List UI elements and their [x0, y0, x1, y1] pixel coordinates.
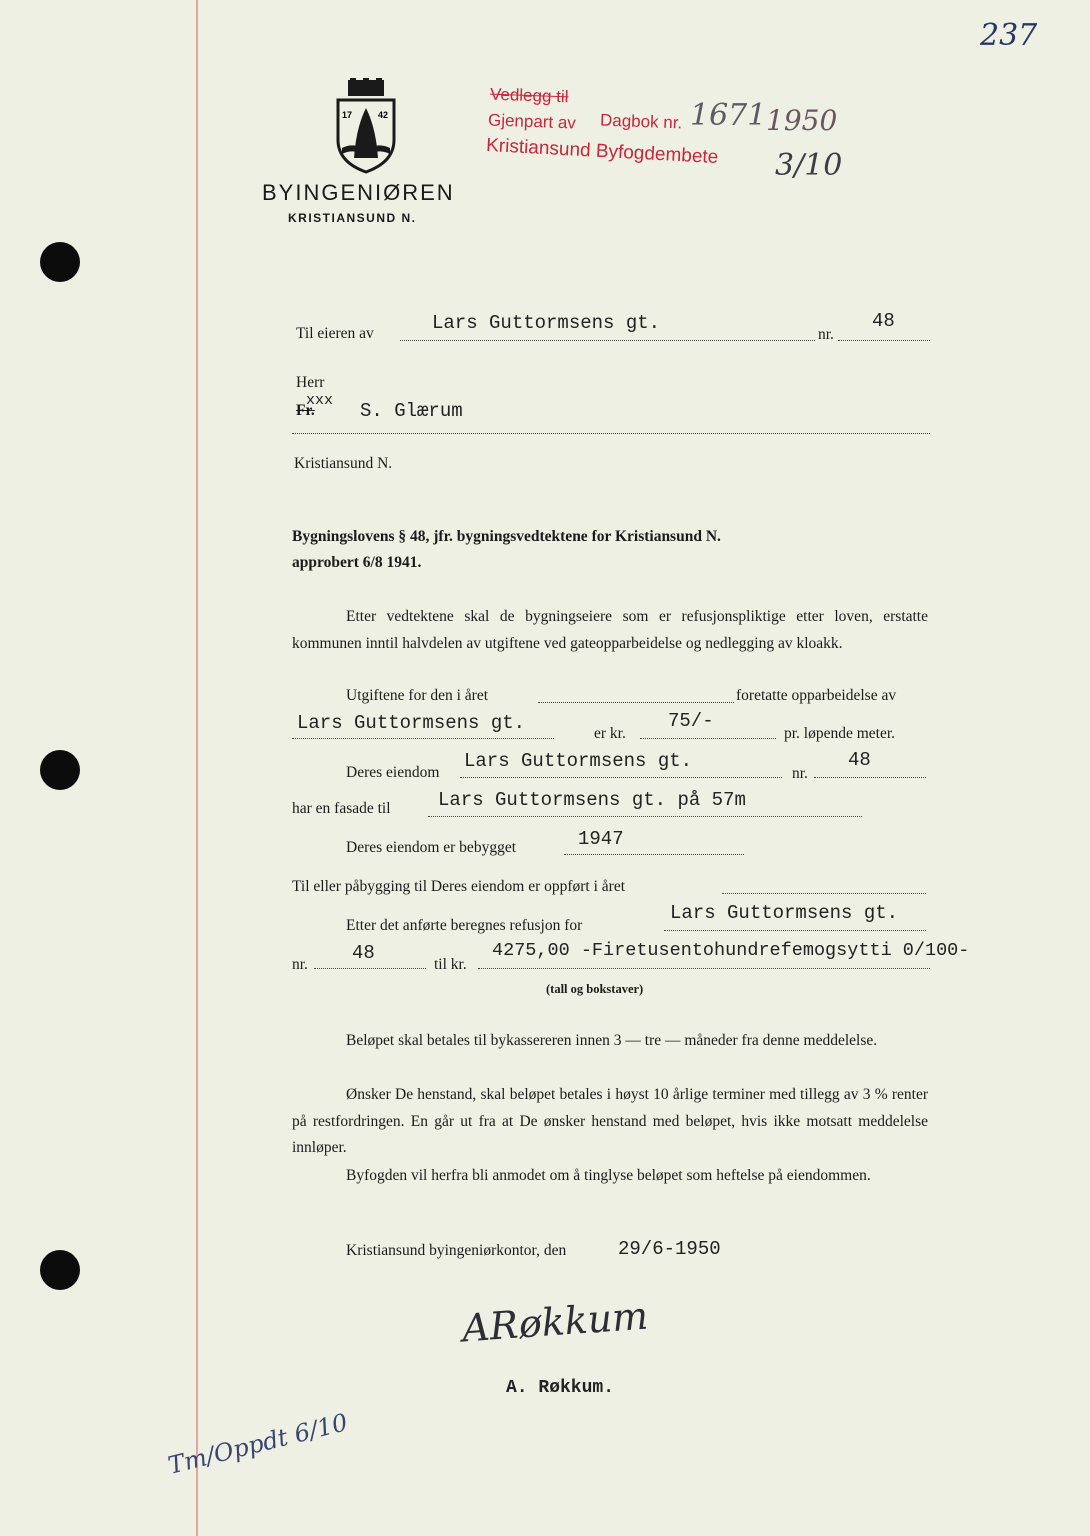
facade-line	[428, 816, 862, 817]
til-kr-label: til kr.	[434, 956, 467, 973]
extension-line	[722, 893, 926, 894]
expenses-street: Lars Guttormsens gt.	[297, 712, 526, 734]
property-label: Deres eiendom	[346, 764, 440, 781]
amount-line	[640, 738, 776, 739]
extension-label: Til eller påbygging til Deres eiendom er oppført i året	[292, 878, 626, 895]
letter-date: 29/6-1950	[618, 1238, 721, 1260]
stamp-line-2: Gjenpart av	[487, 110, 577, 133]
organization-name: BYINGENIØREN	[262, 180, 455, 205]
xxx-overtype: xxx	[306, 392, 334, 409]
expenses-label: Utgiftene for den i året	[346, 687, 489, 704]
stamp-year: 1950	[766, 104, 838, 137]
owner-street: Lars Guttormsens gt.	[432, 312, 661, 334]
organization-city: KRISTIANSUND N.	[288, 211, 417, 225]
name-line	[292, 433, 930, 434]
year-line	[538, 702, 734, 703]
property-street: Lars Guttormsens gt.	[464, 750, 693, 772]
refund-amount: 4275,00 -Firetusentohundrefemogsytti 0/100-	[492, 940, 970, 961]
stamp-line-3: Kristiansund Byfogdembete	[485, 134, 719, 169]
law-reference-line-1: Bygningslovens § 48, jfr. bygningsvedtektene for Kristiansund N.	[292, 528, 721, 545]
crest-year-left: 17	[342, 110, 353, 120]
punch-hole-middle	[40, 750, 80, 790]
stamp-dagbok-number: 1671	[690, 98, 767, 133]
stamp-date: 3/10	[775, 148, 843, 183]
built-line	[564, 854, 744, 855]
city-crest-logo	[334, 78, 398, 174]
refund-amount-line	[478, 968, 930, 969]
to-owner-label: Til eieren av	[296, 325, 374, 342]
nr-line	[838, 340, 930, 341]
signer-name: A. Røkkum.	[506, 1378, 615, 1398]
addressee-name: S. Glærum	[360, 400, 463, 422]
per-meter-label: pr. løpende meter.	[784, 725, 896, 742]
facade-value: Lars Guttormsens gt. på 57m	[438, 789, 746, 811]
installment-paragraph: Ønsker De henstand, skal beløpet betales i høyst 10 årlige terminer med tillegg av 3 % renter på restfordringen. En går ut fra at De ønsker henstand med beløpet, hvis ikke motsatt meddelelse innløper.	[292, 1086, 928, 1156]
addressee-city: Kristiansund N.	[294, 455, 393, 472]
built-label: Deres eiendom er bebygget	[346, 839, 517, 856]
expenses-street-line	[292, 738, 554, 739]
margin-rule	[196, 0, 198, 1536]
nr-label: nr.	[818, 326, 834, 343]
tall-note: (tall og bokstaver)	[546, 982, 644, 996]
property-nr: 48	[848, 749, 871, 771]
law-reference-line-2: approbert 6/8 1941.	[292, 554, 422, 571]
signature: ARøkkum	[460, 1293, 650, 1351]
punch-hole-top	[40, 242, 80, 282]
property-nr-label: nr.	[792, 765, 808, 782]
herr-label: Herr	[296, 374, 325, 391]
stamp-dagbok-label: Dagbok nr.	[599, 110, 683, 133]
property-street-line	[460, 777, 782, 778]
registration-paragraph: Byfogden vil herfra bli anmodet om å tinglyse beløpet som heftelse på eiendommen.	[346, 1167, 871, 1184]
punch-hole-bottom	[40, 1250, 80, 1290]
intro-paragraph: Etter vedtektene skal de bygningseiere som er refusjonspliktige etter loven, erstatte kommunen inntil halvdelen av utgiftene ved gateopparbeidelse og nedlegging av kloakk.	[292, 608, 928, 652]
page-number: 237	[980, 18, 1038, 53]
crest-year-right: 42	[378, 110, 389, 120]
amount-per-meter: 75/-	[668, 710, 714, 732]
refund-nr-line	[314, 968, 426, 969]
expenses-after: foretatte opparbeidelse av	[736, 687, 897, 704]
built-year: 1947	[578, 828, 624, 850]
stamp-line-1-struck: Vedlegg til	[489, 84, 569, 107]
refund-street: Lars Guttormsens gt.	[670, 902, 899, 924]
er-kr-label: er kr.	[594, 725, 626, 742]
street-line	[400, 340, 815, 341]
payment-paragraph: Beløpet skal betales til bykassereren innen 3 — tre — måneder fra denne meddelelse.	[346, 1032, 878, 1049]
margin-note: Tm/Oppdt 6/10	[165, 1408, 351, 1480]
refund-nr: 48	[352, 942, 375, 964]
property-nr-line	[814, 777, 926, 778]
refund-label: Etter det anførte beregnes refusjon for	[346, 917, 583, 934]
fr-struck: Fr.	[296, 402, 315, 419]
refund-street-line	[664, 930, 926, 931]
owner-nr: 48	[872, 310, 895, 332]
facade-label: har en fasade til	[292, 800, 391, 817]
office-label: Kristiansund byingeniørkontor, den	[346, 1242, 567, 1259]
refund-nr-label: nr.	[292, 956, 308, 973]
